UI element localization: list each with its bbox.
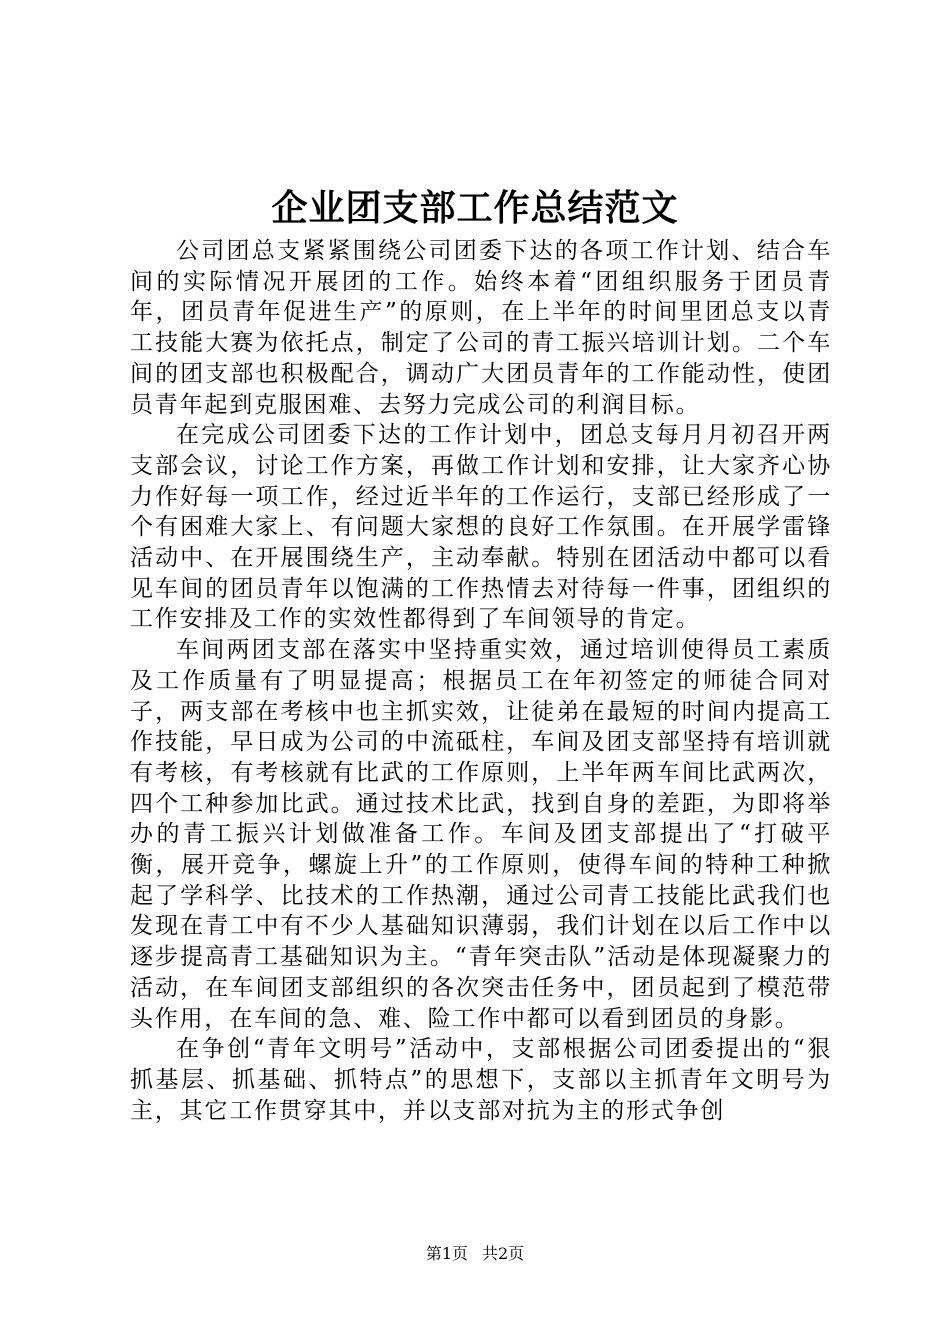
page-footer — [0, 1243, 950, 1265]
paragraph-2: 在完成公司团委下达的工作计划中，团总支每月月初召开两支部会议，讨论工作方案，再做工作计划和安排，让大家齐心协力作好每一项工作，经过近半年的工作运行，支部已经形成了一个有困难大家上、有问题大家想的良好工作氛围。在开展学雷锋活动中、在开展围绕生产，主动奉献。特别在团活动中都可以看见车间的团员青年以饱满的工作热情去对待每一件事，团组织的工作安排及工作的实效性都得到了车间领导的肯定。 — [130, 422, 832, 633]
page-total: 共2页 — [482, 1244, 525, 1263]
document-title: 企业团支部工作总结范文 — [271, 187, 679, 229]
paragraph-4: 在争创“青年文明号”活动中，支部根据公司团委提出的“狠抓基层、抓基础、抓特点”的思想下，支部以主抓青年文明号为主，其它工作贯穿其中，并以支部对抗为主的形式争创 — [130, 1036, 832, 1124]
document-body — [130, 236, 832, 1126]
paragraph-1: 公司团总支紧紧围绕公司团委下达的各项工作计划、结合车间的实际情况开展团的工作。始终本着“团组织服务于团员青年，团员青年促进生产”的原则，在上半年的时间里团总支以青工技能大赛为依托点，制定了公司的青工振兴培训计划。二个车间的团支部也积极配合，调动广大团员青年的工作能动性，使团员青年起到克服困难、去努力完成公司的利润目标。 — [130, 238, 832, 418]
paragraph-3: 车间两团支部在落实中坚持重实效，通过培训使得员工素质及工作质量有了明显提高；根据员工在年初签定的师徒合同对子，两支部在考核中也主抓实效，让徒弟在最短的时间内提高工作技能，早日成为公司的中流砥柱，车间及团支部坚持有培训就有考核，有考核就有比武的工作原则，上半年两车间比武两次，四个工种参加比武。通过技术比武，找到自身的差距，为即将举办的青工振兴计划做准备工作。车间及团支部提出了“打破平衡，展开竞争，螺旋上升”的工作原则，使得车间的特种工种掀起了学科学、比技术的工作热潮，通过公司青工技能比武我们也发现在青工中有不少人基础知识薄弱，我们计划在以后工作中以逐步提高青工基础知识为主。“青年突击队”活动是体现凝聚力的活动，在车间团支部组织的各次突击任务中，团员起到了模范带头作用，在车间的急、难、险工作中都可以看到团员的身影。 — [130, 637, 832, 1032]
page-number: 第1页 — [425, 1244, 468, 1263]
